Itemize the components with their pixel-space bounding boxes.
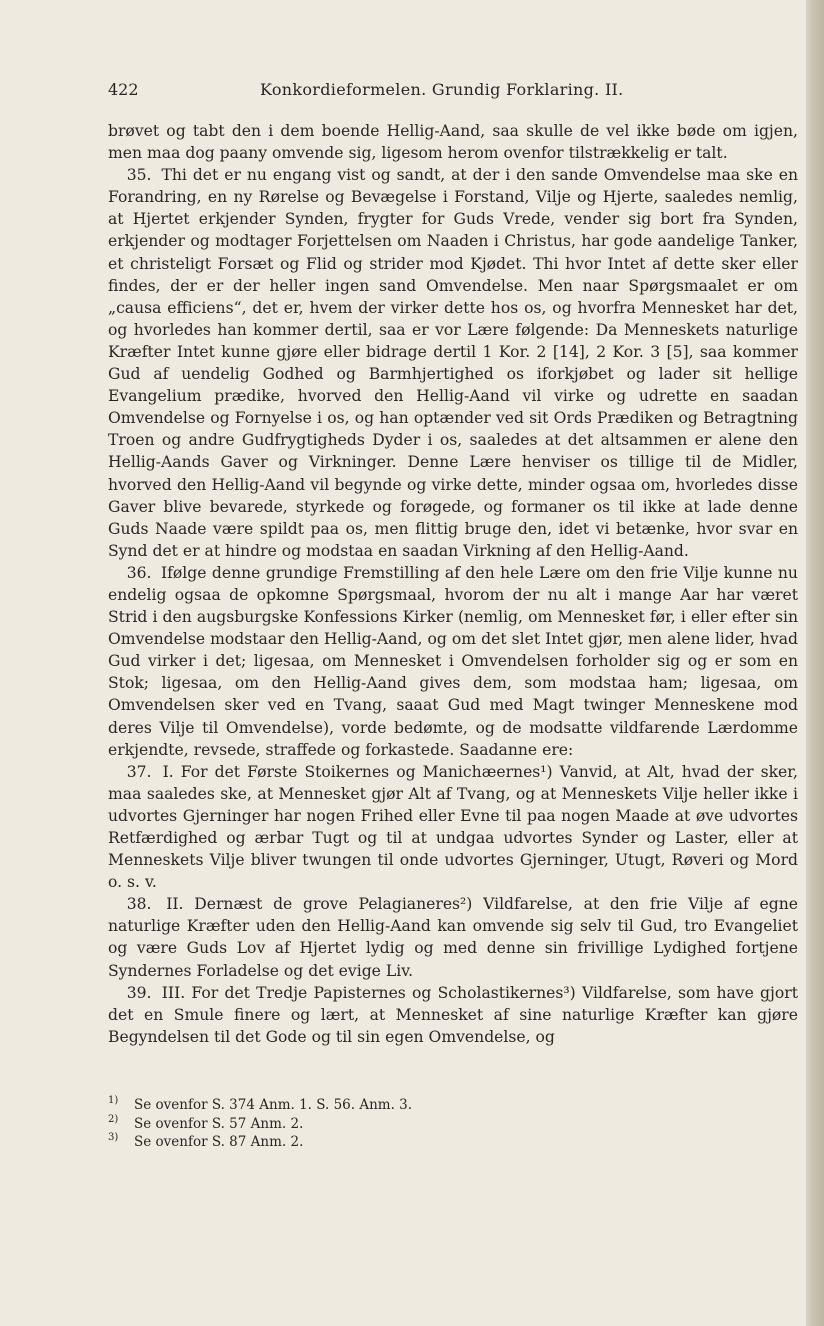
footnote (108, 1115, 798, 1134)
main-text (108, 120, 798, 1048)
section-39 (108, 982, 798, 1048)
paragraph-text: brøvet og tabt den i dem boende Hellig-Aand, saa skulle de vel ikke bøde om igjen, men maa dog paany omvende sig, ligesom herom ovenfor tilstrækkelig er talt. (108, 122, 798, 163)
section-37 (108, 761, 798, 894)
section-number: 39. (126, 983, 152, 1002)
running-header (108, 80, 708, 104)
footnote-text: Se ovenfor S. 87 Anm. 2. (134, 1134, 304, 1150)
paragraph-text: I. For det Første Stoikernes og Manichæernes¹) Vanvid, at Alt, hvad der sker, maa saaledes ske, at Mennesket gjør Alt af Tvang, og at Menneskets Vilje heller ikke i udvortes Gjerninger har nogen Frihed eller Evne til paa nogen Maade at øve udvortes Retfærdighed og ærbar Tugt og til at undgaa udvortes Synder og Laster, eller at Menneskets Vilje bliver twungen til onde udvortes Gjerninger, Utugt, Røveri og Mord o. s. v. (108, 762, 798, 892)
paragraph-text: Ifølge denne grundige Fremstilling af den hele Lære om den frie Vilje kunne nu endelig ogsaa de opkomne Spørgsmaal, hvorom der nu alt i mange Aar har været Strid i den augsburgske Konfessions Kirker (nemlig, om Mennesket før, i eller efter sin Omvendelse modstaar den Hellig-Aand, og om det slet Intet gjør, men alene lider, hvad Gud virker i det; ligesaa, om Mennesket i Omvendelsen forholder sig og er som en Stok; ligesaa, om den Hellig-Aand gives dem, som modstaa ham; ligesaa, om Omvendelsen sker ved en Tvang, saaat Gud med Magt twinger Menneskene mod deres Vilje til Omvendelse), vorde bedømte, og de modsatte vildfarende Lærdomme erkjendte, revsede, straffede og forkastede. Saadanne ere: (108, 563, 798, 759)
page-edge (806, 0, 824, 1326)
footnotes (108, 1096, 798, 1152)
section-36 (108, 562, 798, 761)
paragraph-continuation (108, 120, 798, 164)
section-number: 38. (126, 895, 152, 914)
footnote (108, 1133, 798, 1152)
footnote-mark: 1) (108, 1095, 119, 1106)
paragraph-text: III. For det Tredje Papisternes og Scholastikernes³) Vildfarelse, som have gjort det en Smule finere og lært, at Mennesket af sine naturlige Kræfter kan gjøre Begyndelsen til det Gode og til sin egen Omvendelse, og (108, 983, 798, 1046)
running-title: Konkordieformelen. Grundig Forklaring. II. (260, 80, 624, 99)
footnote (108, 1096, 798, 1115)
page-number: 422 (108, 80, 139, 99)
footnote-text: Se ovenfor S. 374 Anm. 1. S. 56. Anm. 3. (134, 1097, 413, 1113)
paragraph-text: Thi det er nu engang vist og sandt, at der i den sande Omvendelse maa ske en Forandring, en ny Rørelse og Bevægelse i Forstand, Vilje og Hjerte, saaledes nemlig, at Hjertet erkjender Synden, frygter for Guds Vrede, vender sig bort fra Synden, erkjender og modtager Forjettelsen om Naaden i Christus, har gode aandelige Tanker, et christeligt Forsæt og Flid og strider mod Kjødet. Thi hvor Intet af dette sker eller findes, der er der heller ingen sand Omvendelse. Men naar Spørgsmaalet er om „causa efficiens“, det er, hvem der virker dette hos os, og hvorfra Mennesket har det, og hvorledes han kommer dertil, saa er vor Lære følgende: Da Menneskets naturlige Kræfter Intet kunne gjøre eller bidrage dertil 1 Kor. 2 [14], 2 Kor. 3 [5], saa kommer Gud af uendelig Godhed og Barmhjertighed os iforkjøbet og lader sit hellige Evangelium prædike, hvorved den Hellig-Aand vil virke og udrette en saadan Omvendelse og Fornyelse i os, og han optænder ved sit Ords Prædiken og Betragtning Troen og andre Gudfrygtigheds Dyder i os, saaledes at det altsammen er alene den Hellig-Aands Gaver og Virkninger. Denne Lære henviser os tillige til de Midler, hvorved den Hellig-Aand vil begynde og virke dette, minder ogsaa om, hvorledes disse Gaver blive bevarede, styrkede og forøgede, og formaner os til ikke at lade denne Guds Naade være spildt paa os, men flittig bruge den, idet vi betænke, hvor svar en Synd det er at hindre og modstaa en saadan Virkning af den Hellig-Aand. (108, 166, 798, 560)
footnote-mark: 3) (108, 1132, 119, 1143)
section-38 (108, 893, 798, 981)
section-number: 36. (126, 563, 152, 582)
section-number: 35. (126, 166, 152, 185)
section-35 (108, 164, 798, 562)
footnote-text: Se ovenfor S. 57 Anm. 2. (134, 1115, 304, 1132)
footnote-mark: 2) (108, 1113, 119, 1125)
paragraph-text: II. Dernæst de grove Pelagianeres²) Vildfarelse, at den frie Vilje af egne naturlige Kræfter uden den Hellig-Aand kan omvende sig selv til Gud, tro Evangeliet og være Guds Lov af Hjertet lydig og med denne sin frivillige Lydighed fortjene Syndernes Forladelse og det evige Liv. (108, 895, 798, 980)
section-number: 37. (126, 762, 152, 781)
